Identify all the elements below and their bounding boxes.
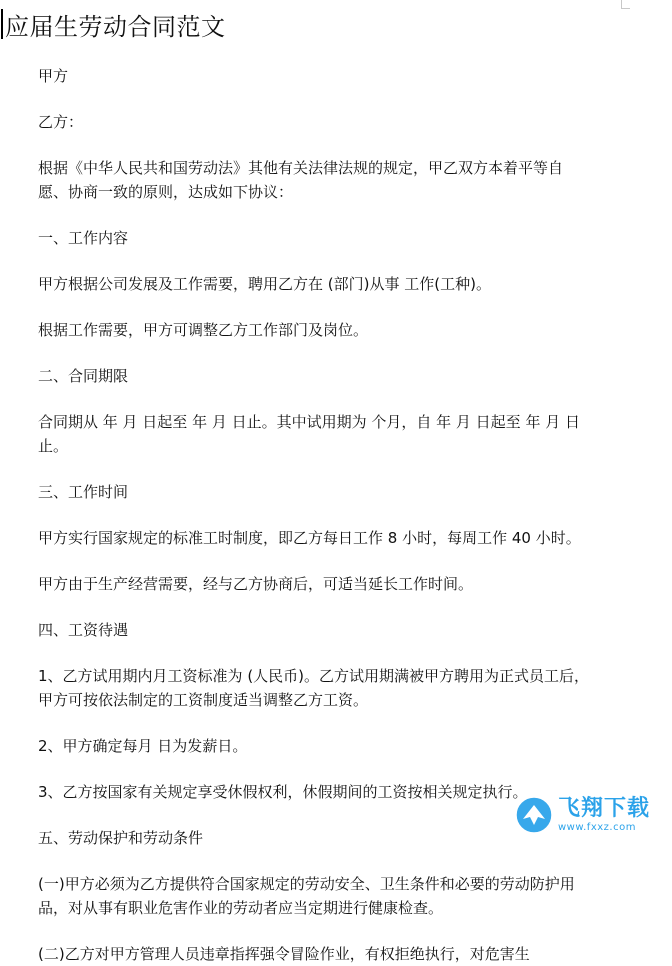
- paragraph: (一)甲方必须为乙方提供符合国家规定的劳动安全、卫生条件和必要的劳动防护用品，对从事有职业危害作业的劳动者应当定期进行健康检查。: [38, 875, 575, 917]
- watermark-logo-icon: [514, 795, 554, 835]
- paragraph: 甲方由于生产经营需要，经与乙方协商后，可适当延长工作时间。: [38, 575, 474, 593]
- watermark-brand: 飞翔下载: [558, 795, 651, 821]
- text-cursor: [1, 9, 3, 39]
- paragraph: 乙方：: [38, 113, 84, 131]
- paragraph: 二、合同期限: [38, 367, 129, 385]
- watermark-url: www.fxxz.com: [558, 821, 636, 833]
- paragraph: 3、乙方按国家有关规定享受休假权利，休假期间的工资按相关规定执行。: [38, 783, 528, 801]
- paragraph: 根据《中华人民共和国劳动法》其他有关法律法规的规定，甲乙双方本着平等自愿、协商一致的原则，达成如下协议：: [38, 159, 564, 201]
- watermark: [514, 793, 664, 837]
- paragraph: 五、劳动保护和劳动条件: [38, 829, 204, 847]
- paragraph: (二)乙方对甲方管理人员违章指挥强令冒险作业，有权拒绝执行，对危害生: [38, 945, 530, 963]
- paragraph: 2、甲方确定每月 日为发薪日。: [38, 737, 248, 755]
- paragraph: 甲方根据公司发展及工作需要，聘用乙方在 (部门)从事 工作(工种)。: [38, 275, 491, 293]
- page-corner-mark: [621, 0, 630, 9]
- title-row: [0, 6, 226, 42]
- paragraph: 甲方实行国家规定的标准工时制度，即乙方每日工作 8 小时，每周工作 40 小时。: [38, 529, 581, 547]
- paragraph: 合同期从 年 月 日起至 年 月 日止。其中试用期为 个月，自 年 月 日起至 年 月 日止。: [38, 413, 580, 455]
- paragraph: 四、工资待遇: [38, 621, 129, 639]
- paragraph: 1、乙方试用期内月工资标准为 (人民币)。乙方试用期满被甲方聘用为正式员工后，甲方可按依法制定的工资制度适当调整乙方工资。: [38, 667, 590, 709]
- document-title: 应届生劳动合同范文: [5, 12, 226, 41]
- paragraph: 根据工作需要，甲方可调整乙方工作部门及岗位。: [38, 321, 369, 339]
- paragraph: 一、工作内容: [38, 229, 129, 247]
- paragraph: 甲方: [38, 67, 69, 85]
- paragraph: 三、工作时间: [38, 483, 129, 501]
